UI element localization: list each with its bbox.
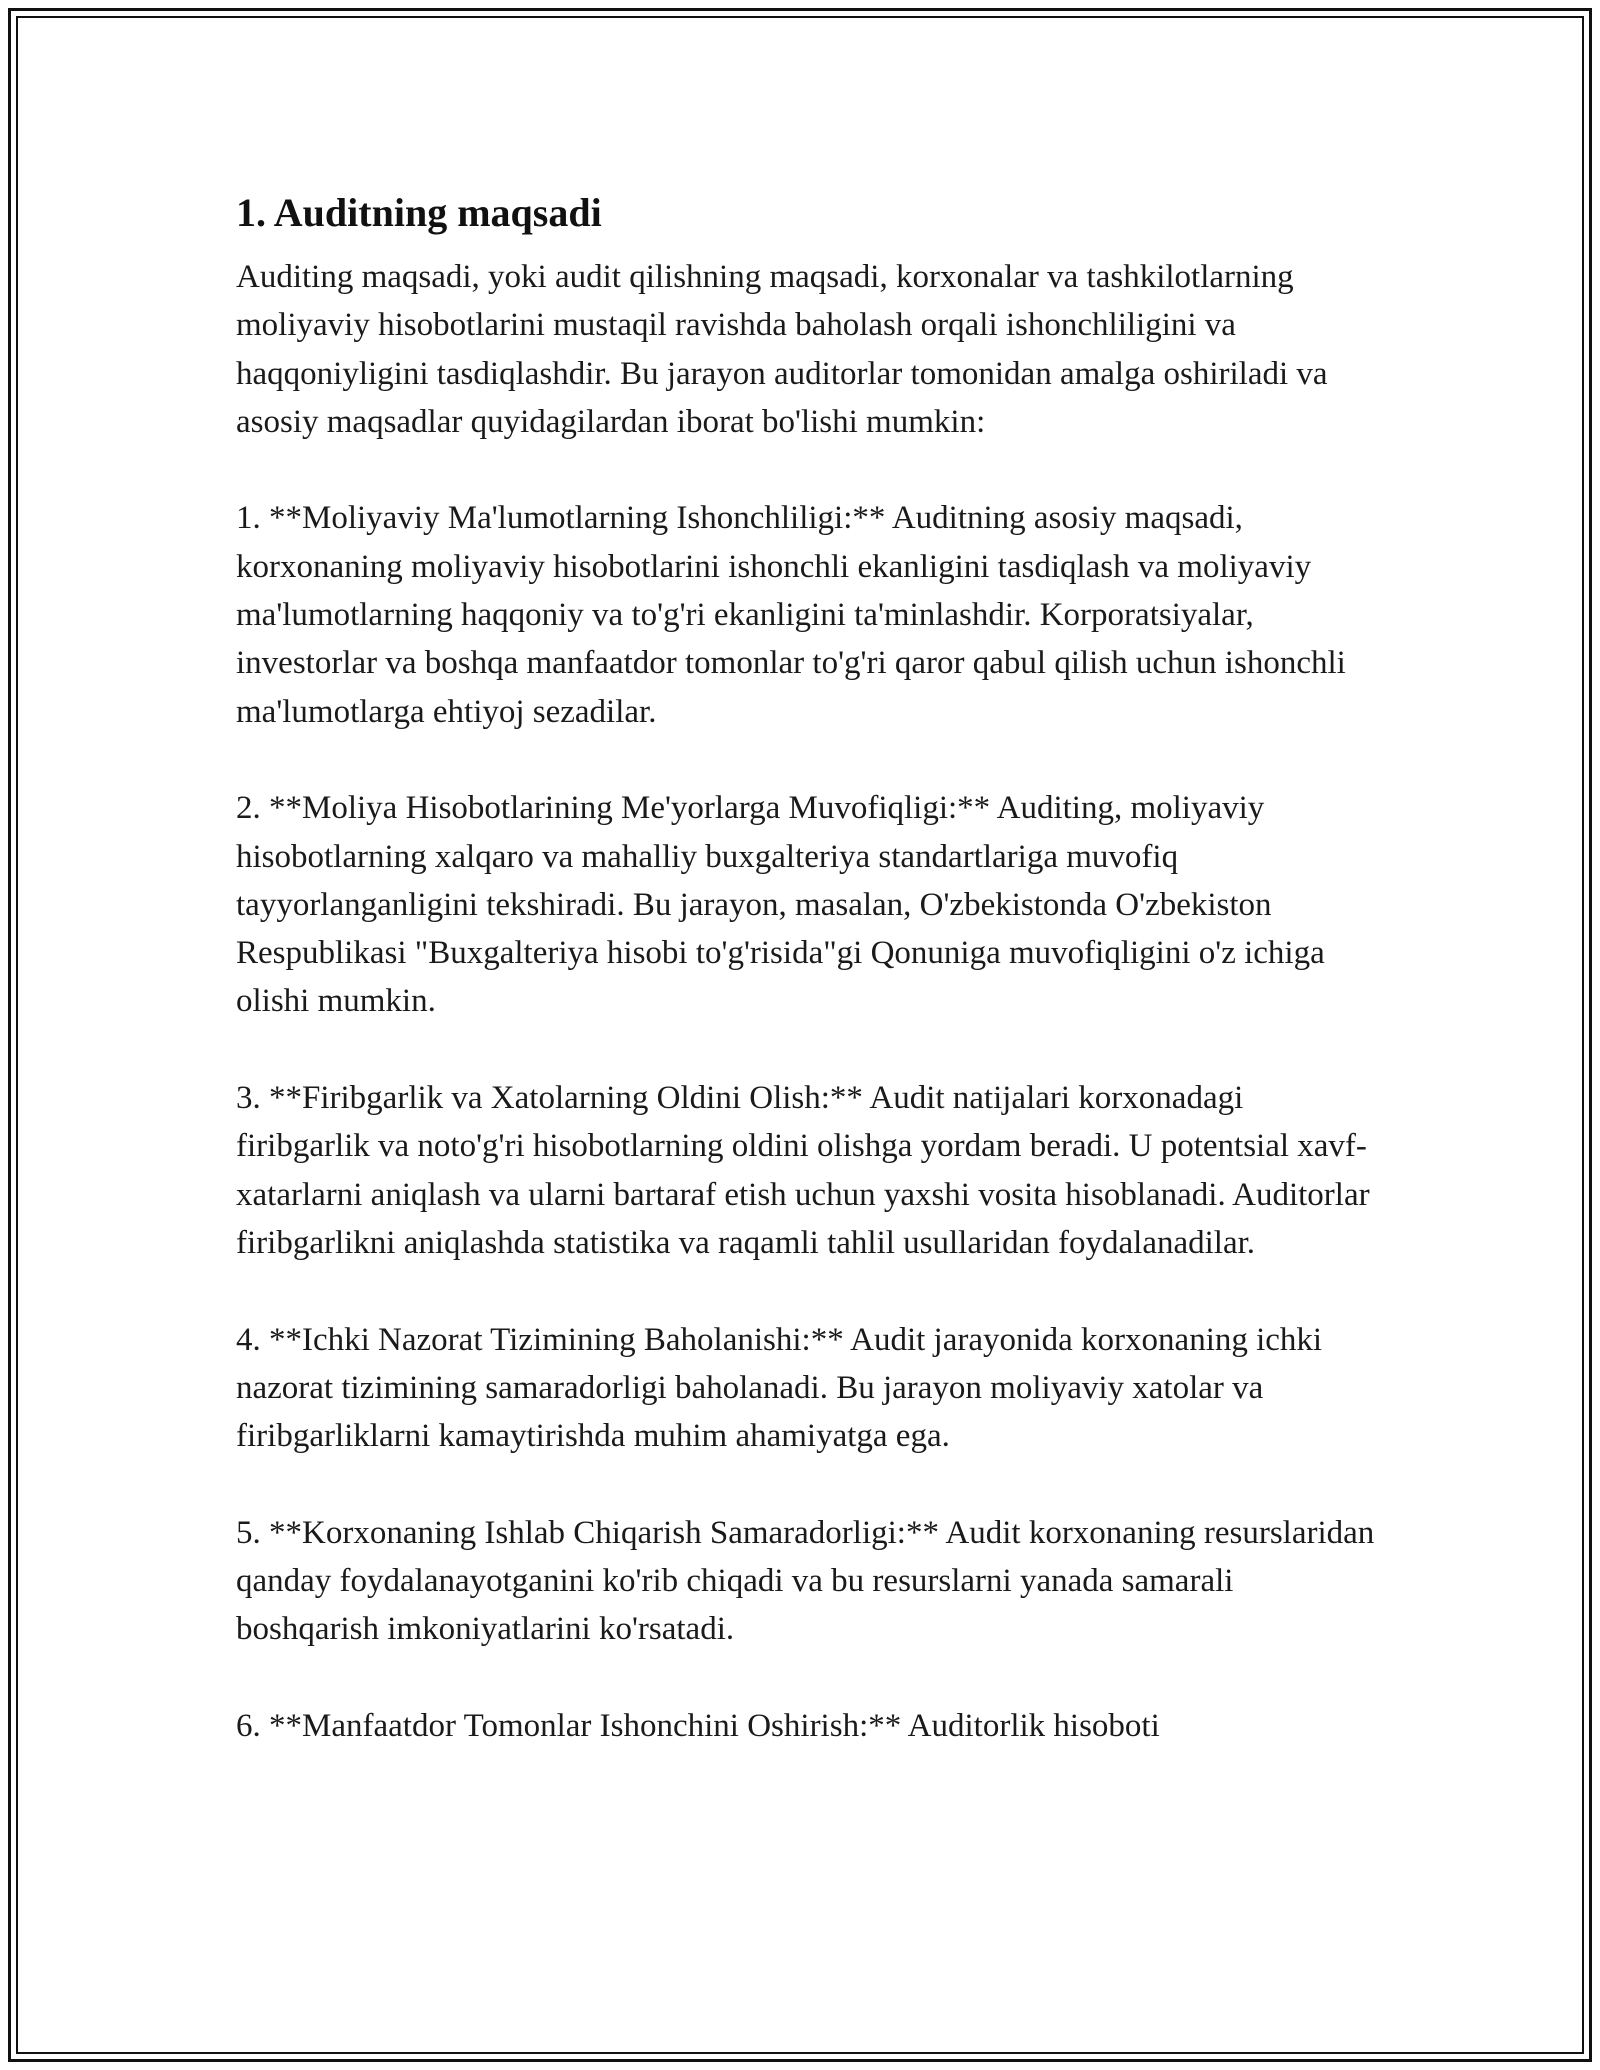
intro-paragraph: Auditing maqsadi, yoki audit qilishning maqsadi, korxonalar va tashkilotlarning moliyaviy hisobotlarini mustaqil ravishda baholash orqali ishonchliligini va haqqoniyligini tasdiqlashdir. Bu jarayon auditorlar tomonidan amalga oshiriladi va asosiy maqsadlar quyidagilardan iborat bo'lishi mumkin: bbox=[236, 259, 1328, 440]
list-item-5: 5. **Korxonaning Ishlab Chiqarish Samaradorligi:** Audit korxonaning resurslaridan qanday foydalanayotganini ko'rib chiqadi va bu resurslarni yanada samarali boshqarish imkoniyatlarini ko'rsatadi. bbox=[236, 1514, 1375, 1648]
list-item-6: 6. **Manfaatdor Tomonlar Ishonchini Oshirish:** Auditorlik hisoboti bbox=[236, 1707, 1160, 1744]
page-title: 1. Auditning maqsadi bbox=[236, 190, 602, 235]
list-item-4: 4. **Ichki Nazorat Tizimining Baholanishi:** Audit jarayonida korxonaning ichki nazorat tizimining samaradorligi baholanadi. Bu jarayon moliyaviy xatolar va firibgarliklarni kamaytirishda muhim ahamiyatga ega. bbox=[236, 1321, 1323, 1455]
list-item-1: 1. **Moliyaviy Ma'lumotlarning Ishonchliligi:** Auditning asosiy maqsadi, korxonaning moliyaviy hisobotlarini ishonchli ekanligini tasdiqlash va moliyaviy ma'lumotlarning haqqoniy va to'g'ri ekanligini ta'minlashdir. Korporatsiyalar, investorlar va boshqa manfaatdor tomonlar to'g'ri qaror qabul qilish uchun ishonchli ma'lumotlarga ehtiyoj sezadilar. bbox=[236, 500, 1346, 730]
list-item-3: 3. **Firibgarlik va Xatolarning Oldini Olish:** Audit natijalari korxonadagi firibgarlik va noto'g'ri hisobotlarning oldini olishga yordam beradi. U potentsial xavf-xatarlarni aniqlash va ularni bartaraf etish uchun yaxshi vosita hisoblanadi. Auditorlar firibgarlikni aniqlashda statistika va raqamli tahlil usullaridan foydalanadilar. bbox=[236, 1080, 1370, 1261]
document-body bbox=[236, 185, 1376, 1799]
list-item-2: 2. **Moliya Hisobotlarining Me'yorlarga Muvofiqligi:** Auditing, moliyaviy hisobotlarning xalqaro va mahalliy buxgalteriya standartlariga muvofiq tayyorlanganligini tekshiradi. Bu jarayon, masalan, O'zbekistonda O'zbekiston Respublikasi "Buxgalteriya hisobi to'g'risida"gi Qonuniga muvofiqligini o'z ichiga olishi mumkin. bbox=[236, 790, 1325, 1020]
